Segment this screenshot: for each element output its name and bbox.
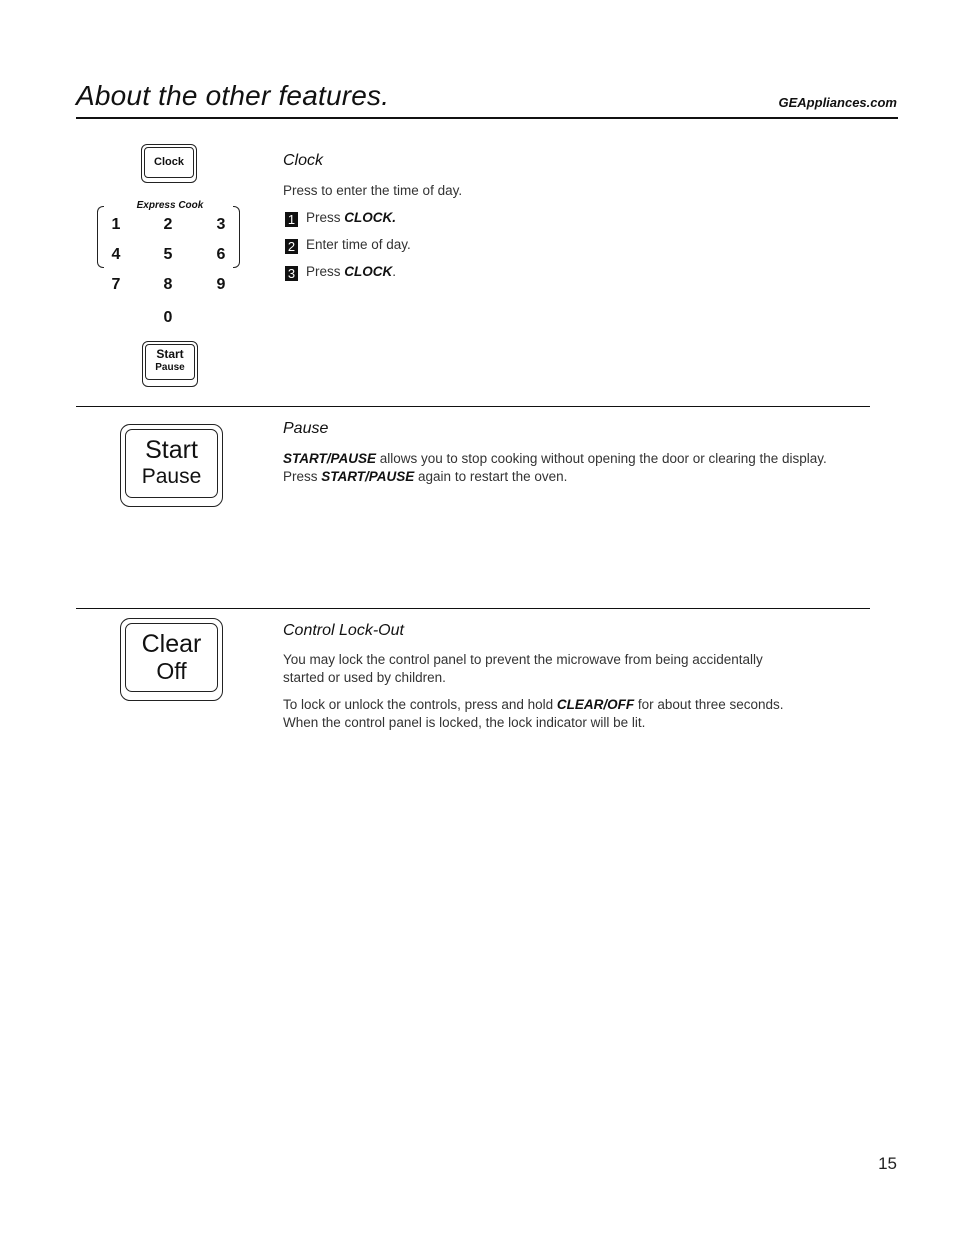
pause-heading: Pause	[283, 420, 329, 437]
digit-3: 3	[216, 216, 226, 233]
start-label-large: Start	[145, 436, 198, 464]
pause-label-large: Pause	[141, 465, 202, 488]
pause-label-small: Pause	[155, 362, 185, 373]
clock-intro: Press to enter the time of day.	[283, 183, 463, 198]
clock-step-1	[285, 209, 396, 227]
step-3-text: Press	[306, 264, 345, 279]
lock-para2-text: for about three seconds. When the control panel is locked, the lock indicator will be lit.	[283, 697, 784, 730]
step-1-key: CLOCK.	[344, 210, 397, 225]
digit-4: 4	[111, 246, 121, 263]
digit-2: 2	[163, 216, 173, 233]
section-divider-2	[76, 608, 870, 609]
step-1-text: Press	[306, 210, 345, 225]
header-rule	[76, 117, 898, 119]
express-cook-label: Express Cook	[136, 200, 204, 211]
pause-description	[283, 450, 863, 486]
clear-off-key-large	[120, 618, 223, 701]
express-bracket-right	[233, 206, 240, 268]
digit-9: 9	[216, 276, 226, 293]
start-pause-key-small	[142, 341, 198, 387]
pause-line2-pre: Press	[283, 469, 322, 484]
start-label-small: Start	[156, 347, 184, 361]
page-title: About the other features.	[76, 80, 390, 111]
express-bracket-left	[97, 206, 104, 268]
lock-heading: Control Lock-Out	[283, 622, 404, 639]
digit-1: 1	[111, 216, 121, 233]
digit-6: 6	[216, 246, 226, 263]
clock-step-2	[285, 236, 411, 254]
clock-key	[141, 144, 197, 183]
clock-key-label: Clock	[144, 147, 194, 178]
pause-line2-key: START/PAUSE	[321, 469, 415, 484]
pause-line2-text: again to restart the oven.	[414, 469, 568, 484]
lock-para2-pre: To lock or unlock the controls, press and hold	[283, 697, 557, 712]
digit-5: 5	[163, 246, 173, 263]
lock-paragraph-2	[283, 696, 813, 732]
pause-line1-text: allows you to stop cooking without opening the door or clearing the display.	[376, 451, 827, 466]
digit-0: 0	[163, 309, 173, 326]
start-pause-key-large	[120, 424, 223, 507]
step-2-text: Enter time of day.	[306, 237, 411, 252]
step-3-key: CLOCK	[344, 264, 393, 279]
step-number-2: 2	[285, 239, 298, 254]
pause-line1-key: START/PAUSE	[283, 451, 377, 466]
lock-paragraph-1: You may lock the control panel to prevent the microwave from being accidentally started or used by children.	[283, 652, 763, 685]
clear-label-large: Clear	[141, 630, 202, 658]
step-number-3: 3	[285, 266, 298, 281]
clock-step-3	[285, 263, 396, 281]
digit-7: 7	[111, 276, 121, 293]
digit-8: 8	[163, 276, 173, 293]
section-divider-1	[76, 406, 870, 407]
step-number-1: 1	[285, 212, 298, 227]
clock-heading: Clock	[283, 152, 324, 169]
site-url: GEAppliances.com	[778, 95, 897, 110]
off-label-large: Off	[156, 658, 187, 684]
step-3-suffix: .	[392, 264, 397, 279]
page-number: 15	[878, 1154, 897, 1173]
lock-para2-key: CLEAR/OFF	[556, 697, 635, 712]
